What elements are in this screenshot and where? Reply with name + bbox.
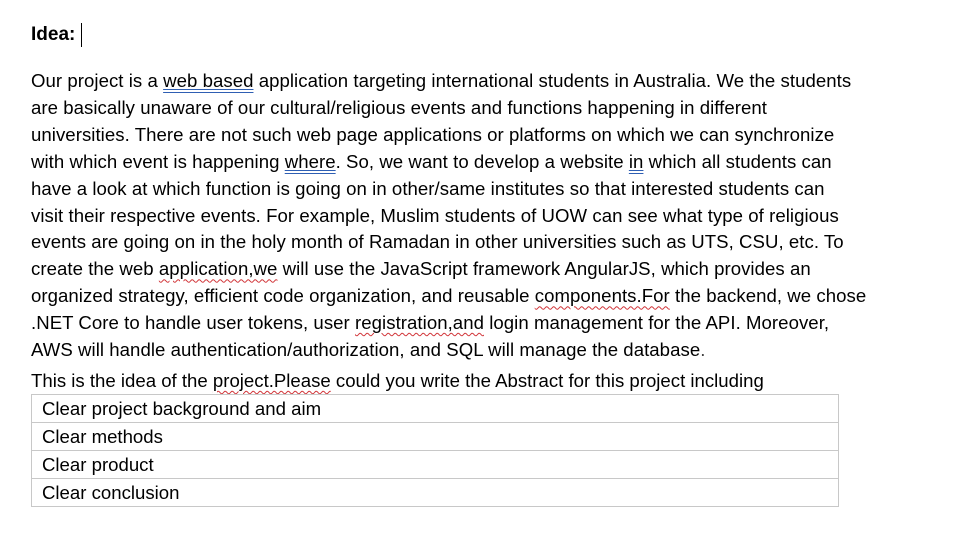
text-run: have a look at which function is going on in other/same institutes so that interested students can: [31, 177, 825, 199]
table-row: [32, 423, 839, 451]
spelling-flagged-text: project.Please: [212, 370, 331, 391]
text-run: with which event is happening: [31, 150, 285, 172]
text-run: This is the idea of the: [31, 370, 213, 391]
project-description-paragraph[interactable]: [31, 68, 941, 364]
grammar-flagged-text: where: [284, 150, 336, 172]
paragraph-line: [31, 176, 941, 203]
text-run: which all students can: [643, 150, 832, 172]
requirement-cell[interactable]: Clear project background and aim: [32, 395, 839, 423]
text-run: will use the JavaScript framework AngularJS, which provides an: [277, 258, 811, 280]
heading-line[interactable]: [31, 22, 82, 48]
paragraph-line: [31, 122, 941, 149]
requirement-cell[interactable]: Clear conclusion: [32, 479, 839, 507]
requirement-cell[interactable]: Clear product: [32, 451, 839, 479]
requirement-cell[interactable]: Clear methods: [32, 423, 839, 451]
paragraph-line: [31, 203, 941, 230]
text-run: universities. There are not such web page applications or platforms on which we can synchronize: [31, 123, 835, 145]
text-run: organized strategy, efficient code organization, and reusable: [31, 285, 535, 307]
text-run: are basically unaware of our cultural/religious events and functions happening in different: [31, 96, 768, 118]
table-row: [32, 451, 839, 479]
text-run: visit their respective events. For example, Muslim students of UOW can see what type of religious: [31, 204, 839, 226]
grammar-flagged-text: in: [628, 150, 644, 172]
text-run: login management for the API. Moreover,: [483, 312, 830, 334]
paragraph-line: [31, 149, 941, 176]
table-row: [32, 395, 839, 423]
text-run: Our project is a: [31, 70, 164, 91]
spelling-flagged-text: registration,and: [355, 312, 484, 334]
grammar-flagged-text: web based: [163, 70, 254, 91]
text-run: create the web: [31, 258, 159, 280]
text-run: .NET Core to handle user tokens, user: [31, 312, 356, 334]
text-run: .: [700, 339, 706, 361]
paragraph-line: [31, 95, 941, 122]
idea-heading: Idea:: [31, 24, 76, 45]
paragraph-line: [31, 283, 941, 310]
requirements-table[interactable]: [31, 394, 839, 507]
text-run: events are going on in the holy month of Ramadan in other universities such as UTS, CSU, etc. To: [31, 231, 844, 253]
text-run: . So, we want to develop a website: [335, 150, 629, 172]
text-run: the backend, we chose: [669, 285, 867, 307]
table-row: [32, 479, 839, 507]
text-run: could you write the Abstract for this project including: [330, 370, 764, 391]
paragraph-line: [31, 229, 941, 256]
abstract-request-line[interactable]: [31, 368, 764, 394]
spelling-flagged-text: components.For: [534, 285, 670, 307]
text-cursor: [81, 23, 82, 47]
paragraph-line: [31, 256, 941, 283]
spelling-flagged-text: application,we: [158, 258, 278, 280]
paragraph-line: [31, 310, 941, 337]
paragraph-line: [31, 68, 941, 95]
text-run: AWS will handle authentication/authorization, and SQL will manage the database: [31, 339, 701, 361]
paragraph-line: [31, 337, 941, 364]
text-run: application targeting international students in Australia. We the students: [253, 70, 852, 91]
